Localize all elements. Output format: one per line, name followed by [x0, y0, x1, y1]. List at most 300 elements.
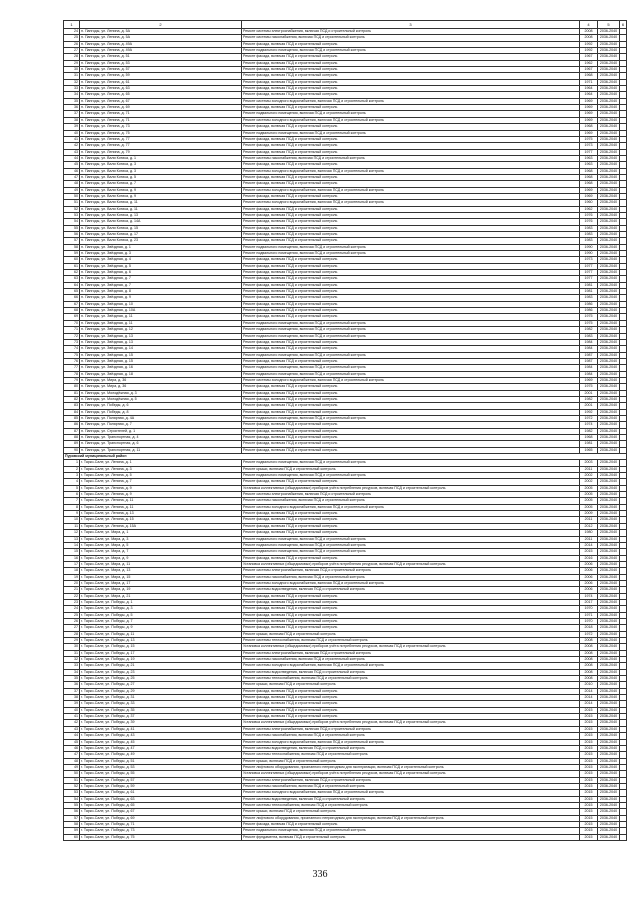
row-year: 2008: [580, 29, 598, 35]
row-address: п. Пангоды, ул. Звёздная, д. 11: [80, 320, 242, 326]
row-work-type: Ремонт фасада, включая ПСД и строительный контроль: [242, 105, 580, 111]
row-work-type: Ремонт фасада, включая ПСД и строительный контроль: [242, 428, 580, 434]
row-period: 2036-2040: [598, 542, 620, 548]
row-number: 27: [64, 625, 80, 631]
row-number: 49: [64, 764, 80, 770]
row-number: 12: [64, 530, 80, 536]
row-period: 2036-2040: [598, 276, 620, 282]
row-work-type: Ремонт фасада, включая ПСД и строительный контроль: [242, 409, 580, 415]
row-work-type: Ремонт подвального помещения, включая ПСД и строительный контроль: [242, 352, 580, 358]
row-address: п. Пангоды, ул. Мира, д. 36: [80, 384, 242, 390]
row-period: 2036-2040: [598, 644, 620, 650]
row-address: п. Пангоды, ул. Ленина, д. 69: [80, 105, 242, 111]
row-address: п. Пангоды, ул. Полярная, д. 4А: [80, 415, 242, 421]
row-work-type: Ремонт лифтового оборудования, признанного непригодным для эксплуатации, включая ПСД и строительный контроль: [242, 764, 580, 770]
row-year: 2008: [580, 669, 598, 675]
row-number: 48: [64, 181, 80, 187]
row-number: 33: [64, 86, 80, 92]
row-work-type: Ремонт фасада, включая ПСД и строительный контроль: [242, 530, 580, 536]
row-period: 2036-2040: [598, 232, 620, 238]
row-work-type: Ремонт фасада, включая ПСД и строительный контроль: [242, 289, 580, 295]
row-work-type: Ремонт фасада, включая ПСД и строительный контроль: [242, 618, 580, 624]
header-cell: 2: [80, 21, 242, 29]
row-work-type: Ремонт подвального помещения, включая ПСД и строительный контроль: [242, 333, 580, 339]
row-work-type: Ремонт системы электроснабжения, включая ПСД и строительный контроль: [242, 650, 580, 656]
row-number: 9: [64, 511, 80, 517]
row-number: 20: [64, 580, 80, 586]
row-period: 2036-2040: [598, 244, 620, 250]
row-work-type: Ремонт фасада, включая ПСД и строительный контроль: [242, 517, 580, 523]
row-number: 6: [64, 492, 80, 498]
row-number: 55: [64, 225, 80, 231]
row-number: 55: [64, 802, 80, 808]
section-title: Пуровский муниципальный район: [64, 454, 627, 460]
row-period: 2036-2040: [598, 162, 620, 168]
row-work-type: Ремонт системы водоотведения, включая ПСД и строительный контроль: [242, 669, 580, 675]
row-period: 2036-2040: [598, 460, 620, 466]
row-address: п. Пангоды, ул. Транспортная, д. 11: [80, 447, 242, 453]
row-year: 1992: [580, 48, 598, 54]
row-year: 2003: [580, 460, 598, 466]
row-period: 2036-2040: [598, 504, 620, 510]
row-work-type: Ремонт системы газоснабжения, включая ПСД и строительный контроль: [242, 574, 580, 580]
row-period: 2036-2040: [598, 257, 620, 263]
row-work-type: Ремонт фасада, включая ПСД и строительный контроль: [242, 143, 580, 149]
row-address: п. Пангоды, ул. Транспортная, д. 6: [80, 441, 242, 447]
row-year: 2006: [580, 580, 598, 586]
row-year: 1968: [580, 435, 598, 441]
row-address: г. Тарко-Сале, ул. Победы, д. 73: [80, 828, 242, 834]
row-period: 2036-2040: [598, 720, 620, 726]
row-address: г. Тарко-Сале, ул. Ленина, д. 1: [80, 460, 242, 466]
row-period: 2036-2040: [598, 263, 620, 269]
row-work-type: Ремонт фасада, включая ПСД и строительный контроль: [242, 206, 580, 212]
row-work-type: Ремонт подвального помещения, включая ПСД и строительный контроль: [242, 320, 580, 326]
row-address: п. Пангоды, ул. Звёздная, д. 13: [80, 333, 242, 339]
row-number: 37: [64, 111, 80, 117]
row-number: 18: [64, 568, 80, 574]
row-work-type: Ремонт системы холодного водоснабжения, включая ПСД и строительный контроль: [242, 663, 580, 669]
row-work-type: Ремонт подвального помещения, включая ПСД и строительный контроль: [242, 48, 580, 54]
row-address: п. Пангоды, ул. Вали Котика, д. 15: [80, 225, 242, 231]
row-work-type: Ремонт фасада, включая ПСД и строительный контроль: [242, 314, 580, 320]
row-number: 58: [64, 821, 80, 827]
row-year: 2015: [580, 720, 598, 726]
row-work-type: Ремонт фасада, включая ПСД и строительный контроль: [242, 695, 580, 701]
row-number: 42: [64, 720, 80, 726]
row-period: 2036-2040: [598, 815, 620, 821]
row-year: 2008: [580, 650, 598, 656]
row-address: г. Тарко-Сале, ул. Победы, д. 71: [80, 821, 242, 827]
row-period: 2036-2040: [598, 238, 620, 244]
row-period: 2036-2040: [598, 707, 620, 713]
row-number: 14: [64, 542, 80, 548]
row-address: п. Пангоды, ул. Ленина, д. 61: [80, 79, 242, 85]
row-number: 74: [64, 346, 80, 352]
row-address: п. Пангоды, ул. Звёздная, д. 1: [80, 244, 242, 250]
row-period: 2036-2040: [598, 447, 620, 453]
row-period: 2036-2040: [598, 212, 620, 218]
row-work-type: Ремонт системы теплоснабжения, включая ПСД и строительный контроль: [242, 752, 580, 758]
row-year: 1968: [580, 124, 598, 130]
row-work-type: Ремонт фасада, включая ПСД и строительный контроль: [242, 396, 580, 402]
row-number: 84: [64, 409, 80, 415]
row-period: 2036-2040: [598, 612, 620, 618]
row-work-type: Ремонт фасада, включая ПСД и строительный контроль: [242, 339, 580, 345]
row-number: 34: [64, 669, 80, 675]
row-number: 66: [64, 295, 80, 301]
row-period: 2036-2040: [598, 701, 620, 707]
row-period: 2036-2040: [598, 790, 620, 796]
row-number: 45: [64, 739, 80, 745]
header-cell: 5: [598, 21, 620, 29]
row-period: 2036-2040: [598, 783, 620, 789]
row-period: 2036-2040: [598, 86, 620, 92]
row-year: 1990: [580, 244, 598, 250]
row-address: п. Пангоды, ул. Ленина, д. 77: [80, 136, 242, 142]
row-year: 1977: [580, 276, 598, 282]
row-number: 70: [64, 320, 80, 326]
document-table-container: [63, 20, 626, 841]
row-year: 2016: [580, 555, 598, 561]
row-period: 2036-2040: [598, 403, 620, 409]
row-year: 1963: [580, 162, 598, 168]
row-period: 2036-2040: [598, 92, 620, 98]
row-year: 1983: [580, 225, 598, 231]
row-period: 2036-2040: [598, 536, 620, 542]
row-number: 46: [64, 745, 80, 751]
row-address: п. Пангоды, ул. Вали Котика, д. 11: [80, 200, 242, 206]
row-number: 27: [64, 48, 80, 54]
row-year: 2002: [580, 473, 598, 479]
row-work-type: Ремонт фасада, включая ПСД и строительный контроль: [242, 625, 580, 631]
row-address: п. Пангоды, ул. Ленина, д. 75: [80, 130, 242, 136]
row-period: 2036-2040: [598, 295, 620, 301]
row-work-type: Ремонт лифтового оборудования, признанного непригодным для эксплуатации, включая ПСД и строительный контроль: [242, 815, 580, 821]
row-work-type: Ремонт системы газоснабжения, включая ПСД и строительный контроль: [242, 783, 580, 789]
row-year: 2015: [580, 790, 598, 796]
row-work-type: Ремонт фасада, включая ПСД и строительный контроль: [242, 295, 580, 301]
row-work-type: Ремонт фасада, включая ПСД и строительный контроль: [242, 225, 580, 231]
row-year: 2015: [580, 783, 598, 789]
row-address: п. Пангоды, ул. Вали Котика, д. 3: [80, 162, 242, 168]
row-work-type: Ремонт крыши, включая ПСД и строительный контроль: [242, 682, 580, 688]
row-work-type: Ремонт фасада, включая ПСД и строительный контроль: [242, 212, 580, 218]
row-period: 2036-2040: [598, 384, 620, 390]
row-work-type: Ремонт фасада, включая ПСД и строительный контроль: [242, 181, 580, 187]
row-address: п. Пангоды, ул. Вали Котика, д. 11: [80, 206, 242, 212]
row-number: 47: [64, 174, 80, 180]
row-work-type: Ремонт системы холодного водоснабжения, включая ПСД и строительный контроль: [242, 200, 580, 206]
row-number: 60: [64, 834, 80, 840]
header-cell: 4: [580, 21, 598, 29]
row-address: п. Пангоды, ул. Звёздная, д. 3: [80, 251, 242, 257]
row-period: 2036-2040: [598, 498, 620, 504]
row-address: п. Пангоды, ул. Вали Котика, д. 5: [80, 174, 242, 180]
row-number: 39: [64, 124, 80, 130]
row-address: п. Пангоды, ул. Вали Котика, д. 13: [80, 212, 242, 218]
row-work-type: Ремонт фасада, включая ПСД и строительный контроль: [242, 555, 580, 561]
row-period: 2036-2040: [598, 181, 620, 187]
row-year: 1969: [580, 130, 598, 136]
row-number: 40: [64, 130, 80, 136]
row-work-type: Ремонт подвального помещения, включая ПСД и строительный контроль: [242, 415, 580, 421]
row-work-type: Ремонт подвального помещения, включая ПСД и строительный контроль: [242, 549, 580, 555]
row-year: 1964: [580, 92, 598, 98]
row-year: 1967: [580, 54, 598, 60]
row-year: 1962: [580, 206, 598, 212]
row-number: 68: [64, 308, 80, 314]
row-year: 2015: [580, 714, 598, 720]
row-year: 2015: [580, 796, 598, 802]
row-work-type: Ремонт фасада, включая ПСД и строительный контроль: [242, 606, 580, 612]
row-number: 26: [64, 41, 80, 47]
row-address: п. Пангоды, ул. Ленина, д. 67: [80, 98, 242, 104]
row-period: 2036-2040: [598, 339, 620, 345]
row-year: 1982: [580, 396, 598, 402]
row-year: 1984: [580, 339, 598, 345]
row-number: 45: [64, 162, 80, 168]
row-work-type: Ремонт системы электроснабжения, включая ПСД и строительный контроль: [242, 568, 580, 574]
row-period: 2036-2040: [598, 282, 620, 288]
row-address: п. Пангоды, ул. Ленина, д. 71: [80, 117, 242, 123]
row-work-type: Ремонт фасада, включая ПСД и строительный контроль: [242, 612, 580, 618]
row-year: 1981: [580, 441, 598, 447]
row-address: п. Пангоды, ул. Звёздная, д. 15: [80, 358, 242, 364]
row-number: 38: [64, 117, 80, 123]
row-address: п. Пангоды, ул. Молодёжная, д. 5: [80, 396, 242, 402]
row-address: п. Пангоды, ул. Ленина, д. 63: [80, 86, 242, 92]
row-address: п. Пангоды, ул. Звёздная, д. 18: [80, 371, 242, 377]
row-period: 2036-2040: [598, 688, 620, 694]
row-period: 2036-2040: [598, 54, 620, 60]
row-year: 2011: [580, 466, 598, 472]
row-period: 2036-2040: [598, 377, 620, 383]
row-address: г. Тарко-Сале, ул. Победы, д. 21: [80, 663, 242, 669]
row-address: г. Тарко-Сале, ул. Победы, д. 25: [80, 676, 242, 682]
row-work-type: Ремонт системы холодного водоснабжения, включая ПСД и строительный контроль: [242, 98, 580, 104]
row-address: г. Тарко-Сале, ул. Ленина, д. 9: [80, 485, 242, 491]
row-work-type: Ремонт фасада, включая ПСД и строительный контроль: [242, 162, 580, 168]
header-cell: 1: [64, 21, 80, 29]
row-work-type: Ремонт фасада, включая ПСД и строительный контроль: [242, 511, 580, 517]
row-number: 43: [64, 726, 80, 732]
header-cell: 3: [242, 21, 580, 29]
row-period: 2036-2040: [598, 225, 620, 231]
row-work-type: Ремонт фасада, включая ПСД и строительный контроль: [242, 67, 580, 73]
row-address: г. Тарко-Сале, ул. Победы, д. 41: [80, 726, 242, 732]
row-work-type: Ремонт фасада, включая ПСД и строительный контроль: [242, 346, 580, 352]
row-address: г. Тарко-Сале, ул. Победы, д. 13: [80, 638, 242, 644]
row-year: 1968: [580, 168, 598, 174]
row-period: 2036-2040: [598, 441, 620, 447]
row-year: 2015: [580, 777, 598, 783]
row-period: 2036-2040: [598, 435, 620, 441]
row-work-type: Ремонт подвального помещения, включая ПСД и строительный контроль: [242, 536, 580, 542]
row-period: 2036-2040: [598, 390, 620, 396]
row-year: 2008: [580, 663, 598, 669]
row-year: 1982: [580, 327, 598, 333]
row-period: 2036-2040: [598, 523, 620, 529]
row-address: п. Пангоды, ул. Звёздная, д. 11: [80, 314, 242, 320]
row-year: 2008: [580, 676, 598, 682]
row-address: п. Пангоды, ул. Звёздная, д. 13: [80, 339, 242, 345]
row-year: 1969: [580, 98, 598, 104]
capital-repair-table: [63, 20, 627, 841]
row-year: 2015: [580, 726, 598, 732]
row-work-type: Установка коллективных (общедомовых) приборов учёта потребления ресурсов, включая ПСД и строительный контроль: [242, 771, 580, 777]
row-year: 2009: [580, 511, 598, 517]
row-period: 2036-2040: [598, 105, 620, 111]
row-work-type: Ремонт подвального помещения, включая ПСД и строительный контроль: [242, 251, 580, 257]
row-period: 2036-2040: [598, 155, 620, 161]
row-year: 1980: [580, 530, 598, 536]
row-period: 2036-2040: [598, 517, 620, 523]
row-address: п. Пангоды, ул. Звёздная, д. 8: [80, 289, 242, 295]
row-address: г. Тарко-Сале, ул. Победы, д. 59: [80, 783, 242, 789]
row-address: п. Пангоды, ул. Полярная, д. 7: [80, 422, 242, 428]
row-address: г. Тарко-Сале, ул. Мира, д. 5: [80, 542, 242, 548]
row-number: 72: [64, 333, 80, 339]
row-number: 2: [64, 466, 80, 472]
row-year: 1969: [580, 117, 598, 123]
row-year: 1967: [580, 67, 598, 73]
row-year: 1975: [580, 136, 598, 142]
row-period: 2036-2040: [598, 352, 620, 358]
row-address: г. Тарко-Сале, ул. Победы, д. 61: [80, 790, 242, 796]
row-year: 1983: [580, 232, 598, 238]
row-period: 2036-2040: [598, 422, 620, 428]
row-number: 35: [64, 676, 80, 682]
row-period: 2036-2040: [598, 555, 620, 561]
row-work-type: Ремонт фасада, включая ПСД и строительный контроль: [242, 358, 580, 364]
row-number: 78: [64, 371, 80, 377]
row-work-type: Ремонт фасада, включая ПСД и строительный контроль: [242, 301, 580, 307]
row-year: 1976: [580, 212, 598, 218]
row-number: 43: [64, 149, 80, 155]
row-year: 1969: [580, 187, 598, 193]
row-period: 2036-2040: [598, 289, 620, 295]
row-number: 80: [64, 384, 80, 390]
row-number: 34: [64, 92, 80, 98]
row-work-type: Ремонт крыши, включая ПСД и строительный контроль: [242, 631, 580, 637]
row-address: п. Пангоды, ул. Вали Котика, д. 14А: [80, 219, 242, 225]
row-work-type: Ремонт системы холодного водоснабжения, включая ПСД и строительный контроль: [242, 168, 580, 174]
row-work-type: Ремонт фасада, включая ПСД и строительный контроль: [242, 232, 580, 238]
column-number-header: [64, 21, 627, 29]
row-year: 1971: [580, 612, 598, 618]
row-year: 2015: [580, 828, 598, 834]
row-period: 2036-2040: [598, 48, 620, 54]
row-work-type: Ремонт системы теплоснабжения, включая ПСД и строительный контроль: [242, 802, 580, 808]
row-work-type: Ремонт системы холодного водоснабжения, включая ПСД и строительный контроль: [242, 187, 580, 193]
row-number: 88: [64, 435, 80, 441]
row-address: г. Тарко-Сале, ул. Мира, д. 17: [80, 580, 242, 586]
row-address: п. Пангоды, ул. Вали Котика, д. 7: [80, 181, 242, 187]
row-address: г. Тарко-Сале, ул. Победы, д. 3: [80, 606, 242, 612]
row-period: 2036-2040: [598, 333, 620, 339]
row-period: 2036-2040: [598, 682, 620, 688]
row-year: 2015: [580, 707, 598, 713]
row-work-type: Ремонт фасада, включая ПСД и строительный контроль: [242, 593, 580, 599]
row-year: 1975: [580, 314, 598, 320]
row-number: 62: [64, 270, 80, 276]
row-work-type: Ремонт крыши, включая ПСД и строительный контроль: [242, 809, 580, 815]
row-number: 29: [64, 638, 80, 644]
row-address: г. Тарко-Сале, ул. Мира, д. 19: [80, 587, 242, 593]
row-address: г. Тарко-Сале, ул. Победы, д. 57: [80, 777, 242, 783]
row-year: 1970: [580, 618, 598, 624]
row-address: г. Тарко-Сале, ул. Победы, д. 35: [80, 707, 242, 713]
row-address: г. Тарко-Сале, ул. Победы, д. 39: [80, 720, 242, 726]
row-period: 2036-2040: [598, 726, 620, 732]
row-number: 89: [64, 441, 80, 447]
row-work-type: Установка коллективных (общедомовых) приборов учёта потребления ресурсов, включая ПСД и строительный контроль: [242, 644, 580, 650]
row-address: г. Тарко-Сале, ул. Ленина, д. 11: [80, 498, 242, 504]
row-work-type: Ремонт системы холодного водоснабжения, включая ПСД и строительный контроль: [242, 504, 580, 510]
row-year: 2008: [580, 35, 598, 41]
row-number: 81: [64, 390, 80, 396]
row-period: 2036-2040: [598, 606, 620, 612]
row-period: 2036-2040: [598, 714, 620, 720]
row-work-type: Ремонт крыши, включая ПСД и строительный контроль: [242, 758, 580, 764]
row-period: 2036-2040: [598, 758, 620, 764]
row-work-type: Ремонт системы холодного водоснабжения, включая ПСД и строительный контроль: [242, 377, 580, 383]
row-period: 2036-2040: [598, 60, 620, 66]
row-period: 2036-2040: [598, 771, 620, 777]
row-address: г. Тарко-Сале, ул. Победы, д. 27: [80, 682, 242, 688]
row-number: 52: [64, 206, 80, 212]
row-number: 53: [64, 790, 80, 796]
row-work-type: Ремонт фасада, включая ПСД и строительный контроль: [242, 308, 580, 314]
row-address: п. Пангоды, ул. Вали Котика, д. 3: [80, 168, 242, 174]
row-address: п. Пангоды, ул. Звёздная, д. 10: [80, 301, 242, 307]
row-work-type: Ремонт системы водоотведения, включая ПСД и строительный контроль: [242, 796, 580, 802]
row-work-type: Ремонт подвального помещения, включая ПСД и строительный контроль: [242, 542, 580, 548]
row-address: п. Пангоды, ул. Звёздная, д. 15: [80, 352, 242, 358]
row-address: г. Тарко-Сале, ул. Победы, д. 17: [80, 650, 242, 656]
row-work-type: Ремонт фасада, включая ПСД и строительный контроль: [242, 390, 580, 396]
row-work-type: Ремонт системы холодного водоснабжения, включая ПСД и строительный контроль: [242, 739, 580, 745]
row-number: 36: [64, 682, 80, 688]
table-body: [64, 21, 627, 841]
row-work-type: Ремонт фасада, включая ПСД и строительный контроль: [242, 403, 580, 409]
row-work-type: Ремонт фасада, включая ПСД и строительный контроль: [242, 238, 580, 244]
row-address: п. Пангоды, ул. Ленина, д. 79: [80, 149, 242, 155]
row-period: 2036-2040: [598, 301, 620, 307]
row-year: 1984: [580, 371, 598, 377]
row-period: 2036-2040: [598, 206, 620, 212]
row-number: 29: [64, 60, 80, 66]
row-year: 1977: [580, 263, 598, 269]
row-period: 2036-2040: [598, 599, 620, 605]
row-number: 49: [64, 187, 80, 193]
row-period: 2036-2040: [598, 124, 620, 130]
row-period: 2036-2040: [598, 143, 620, 149]
row-work-type: Ремонт системы электроснабжения, включая ПСД и строительный контроль: [242, 777, 580, 783]
row-period: 2036-2040: [598, 270, 620, 276]
row-number: 23: [64, 599, 80, 605]
row-year: 1983: [580, 238, 598, 244]
row-year: 2011: [580, 536, 598, 542]
row-year: 1969: [580, 193, 598, 199]
row-work-type: Ремонт системы холодного водоснабжения, включая ПСД и строительный контроль: [242, 790, 580, 796]
row-address: г. Тарко-Сале, ул. Победы, д. 23: [80, 669, 242, 675]
row-address: п. Пангоды, ул. Звёздная, д. 16: [80, 365, 242, 371]
table-row: [64, 834, 627, 840]
row-address: г. Тарко-Сале, ул. Ленина, д. 15А: [80, 523, 242, 529]
row-year: 1974: [580, 422, 598, 428]
